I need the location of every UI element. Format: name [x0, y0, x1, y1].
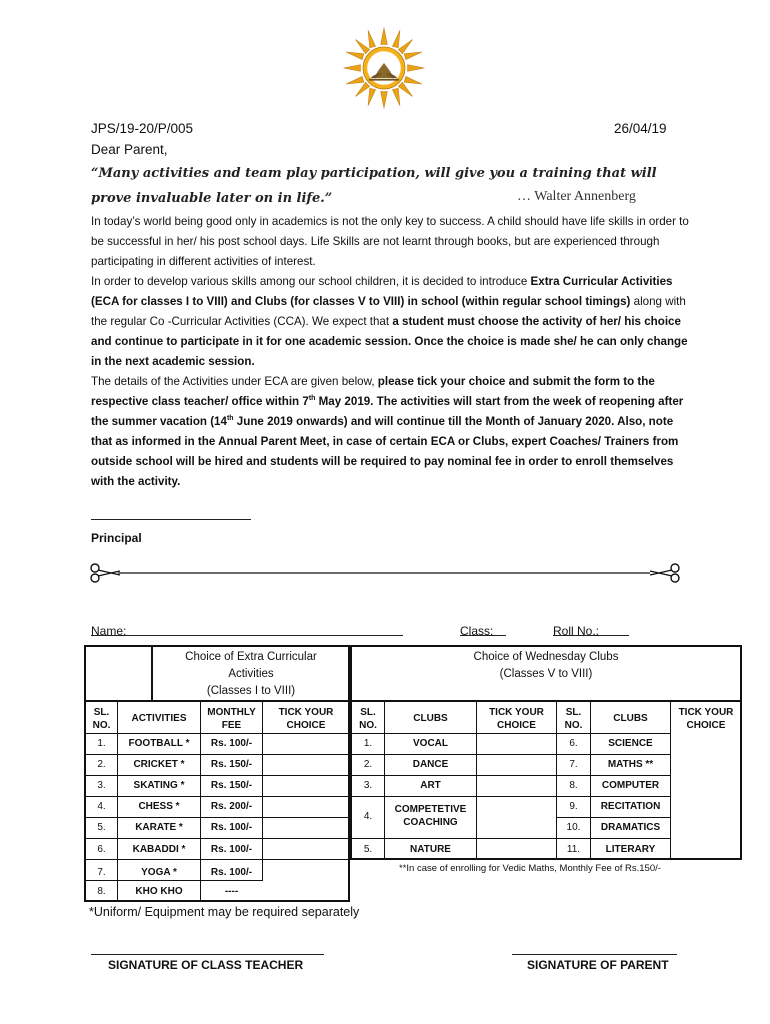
eca-col-tick: TICK YOUR CHOICE	[278, 707, 334, 731]
cut-here-line	[88, 562, 682, 584]
principal-label: Principal	[91, 531, 142, 545]
club-row-5-tick[interactable]	[477, 839, 556, 859]
club-row-11-sl: 11.	[566, 844, 581, 855]
club-row-6-name: SCIENCE	[608, 738, 653, 749]
eca-row-1-activity: FOOTBALL *	[128, 738, 190, 749]
clubs-table-title: Choice of Wednesday Clubs (Classes V to VIII)	[473, 651, 619, 680]
eca-col-activities: ACTIVITIES	[131, 713, 187, 724]
eca-row-5-tick[interactable]	[263, 818, 349, 838]
club-row-4-name: COMPETETIVE COACHING	[394, 804, 467, 828]
eca-row-2-fee: Rs. 150/-	[210, 759, 253, 770]
eca-row-2-sl: 2.	[97, 759, 106, 770]
clubs-col-clubs-left: CLUBS	[413, 713, 448, 724]
clubs-col-sl-left: SL. NO.	[359, 707, 377, 731]
club-row-6-tick[interactable]	[671, 734, 741, 754]
club-row-8-tick[interactable]	[671, 776, 741, 796]
eca-row-4-sl: 4.	[97, 801, 106, 812]
paragraph-3: The details of the Activities under ECA are given below, please tick your choice and submit the form to the respective class teacher/ office within 7th May 2019. The activities will start from the week of reopening after the summer vacation (14th June 2019 onwards) and will continue till the Month of January 2020. Also, note that as informed in the Annual Parent Meet, in case of certain ECA or Clubs, expert Coaches/ Trainers from outside school will be hired and students will be required to pay nominal fee in order to enroll themselves with the activity.	[91, 375, 684, 488]
eca-row-1-tick[interactable]	[263, 734, 349, 754]
eca-row-7-sl: 7.	[97, 867, 106, 878]
name-label: Name:	[91, 624, 127, 638]
class-teacher-signature-line	[91, 954, 324, 955]
club-row-5-sl: 5.	[363, 844, 373, 855]
eca-row-8-fee: ----	[224, 886, 239, 897]
scissors-right-icon	[650, 564, 679, 582]
club-row-10-sl: 10.	[566, 822, 581, 833]
reference-number: JPS/19-20/P/005	[91, 121, 194, 136]
clubs-col-sl-right: SL. NO.	[564, 707, 583, 731]
eca-row-3-activity: SKATING *	[133, 780, 185, 791]
eca-row-2-tick[interactable]	[263, 755, 349, 775]
eca-row-1-fee: Rs. 100/-	[210, 738, 253, 749]
club-row-11-name: LITERARY	[605, 844, 656, 855]
club-row-9-name: RECITATION	[600, 801, 661, 812]
eca-row-4-tick[interactable]	[263, 797, 349, 817]
salutation: Dear Parent,	[91, 142, 168, 157]
uniform-note: *Uniform/ Equipment may be required separately	[89, 905, 360, 919]
eca-row-8-sl: 8.	[97, 886, 106, 897]
club-row-2-name: DANCE	[412, 759, 449, 770]
eca-row-8-activity: KHO KHO	[135, 886, 183, 897]
eca-row-5-fee: Rs. 100/-	[210, 822, 253, 833]
eca-row-3-sl: 3.	[97, 780, 106, 791]
eca-row-5-activity: KARATE *	[135, 822, 183, 833]
eca-table-title: Choice of Extra Curricular Activities (Classes I to VIII)	[185, 651, 317, 697]
eca-row-6-sl: 6.	[97, 844, 106, 855]
club-row-9-sl: 9.	[569, 801, 578, 812]
name-input-line[interactable]	[91, 624, 403, 636]
eca-col-sl: SL. NO.	[92, 707, 111, 731]
eca-row-7-activity: YOGA *	[141, 867, 177, 878]
club-row-11-tick[interactable]	[671, 839, 741, 859]
eca-row-3-tick[interactable]	[263, 776, 349, 796]
club-row-4-sl: 4.	[363, 811, 373, 822]
eca-row-6-tick[interactable]	[263, 839, 349, 859]
club-row-7-tick[interactable]	[671, 755, 741, 775]
club-row-2-sl: 2.	[363, 759, 373, 770]
principal-signature-line	[91, 519, 251, 520]
eca-row-7-fee: Rs. 100/-	[210, 867, 253, 878]
eca-row-6-activity: KABADDI *	[132, 844, 186, 855]
paragraph-2: In order to develop various skills among our school children, it is decided to introduce Extra Curricular Activities (ECA for classes I to VIII) and Clubs (for classes V to VIII) in school (within regular school timings) along with the regular Co -Curricular Activities (CCA). We expect that a student must choose the activity of her/ his choice and continue to participate in it for one academic session. Once the choice is made she/ he can only change in the next academic session.	[91, 275, 688, 368]
clubs-col-tick-right: TICK YOUR CHOICE	[678, 707, 734, 731]
roll-label: Roll No.:	[553, 624, 600, 638]
scissors-left-icon	[91, 564, 120, 582]
letter-body	[91, 212, 691, 492]
club-row-5-name: NATURE	[410, 844, 451, 855]
club-row-3-sl: 3.	[363, 780, 373, 791]
eca-row-5-sl: 5.	[97, 822, 106, 833]
vedic-maths-note: **In case of enrolling for Vedic Maths, Monthly Fee of Rs.150/-	[399, 863, 661, 874]
class-label: Class:	[460, 624, 494, 638]
eca-row-3-fee: Rs. 150/-	[210, 780, 253, 791]
club-row-1-name: VOCAL	[413, 738, 448, 749]
quote-text: “Many activities and team play participation, will give you a training that will prove invaluable later on in life.”	[91, 166, 657, 206]
eca-row-2-activity: CRICKET *	[133, 759, 185, 770]
eca-row-4-fee: Rs. 200/-	[210, 801, 253, 812]
parent-signature-line	[512, 954, 677, 955]
club-row-1-tick[interactable]	[477, 734, 556, 754]
eca-row-6-fee: Rs. 100/-	[210, 844, 253, 855]
club-row-8-sl: 8.	[569, 780, 578, 791]
eca-col-fee: MONTHLY FEE	[207, 707, 256, 731]
club-row-4-tick[interactable]	[477, 797, 556, 838]
sun-lotus-emblem-icon	[342, 26, 426, 110]
club-row-10-tick[interactable]	[671, 818, 741, 838]
quote-author: … Walter Annenberg	[517, 189, 636, 204]
club-row-3-name: ART	[420, 780, 441, 791]
class-teacher-signature-label: SIGNATURE OF CLASS TEACHER	[108, 958, 304, 972]
parent-signature-label: SIGNATURE OF PARENT	[527, 958, 669, 972]
club-row-3-tick[interactable]	[477, 776, 556, 796]
eca-row-4-activity: CHESS *	[138, 801, 180, 812]
club-row-2-tick[interactable]	[477, 755, 556, 775]
letter-date: 26/04/19	[614, 121, 667, 136]
eca-row-7-tick[interactable]	[263, 860, 349, 880]
club-row-6-sl: 6.	[569, 738, 578, 749]
eca-row-1-sl: 1.	[97, 738, 106, 749]
club-row-8-name: COMPUTER	[601, 780, 660, 791]
club-row-10-name: DRAMATICS	[600, 822, 661, 833]
club-row-1-sl: 1.	[363, 738, 373, 749]
paragraph-1: In today’s world being good only in academics is not the only key to success. A child should have life skills in order to be successful in her/ his post school days. Life Skills are not learnt through books, but are experienced through participating in different activities of interest.	[91, 215, 689, 268]
club-row-7-name: MATHS **	[607, 759, 654, 770]
clubs-col-clubs-right: CLUBS	[613, 713, 648, 724]
roll-input-line[interactable]	[553, 624, 629, 636]
club-row-7-sl: 7.	[569, 759, 578, 770]
clubs-col-tick-left: TICK YOUR CHOICE	[489, 707, 544, 731]
club-row-9-tick[interactable]	[671, 797, 741, 817]
class-input-line[interactable]	[460, 624, 506, 636]
